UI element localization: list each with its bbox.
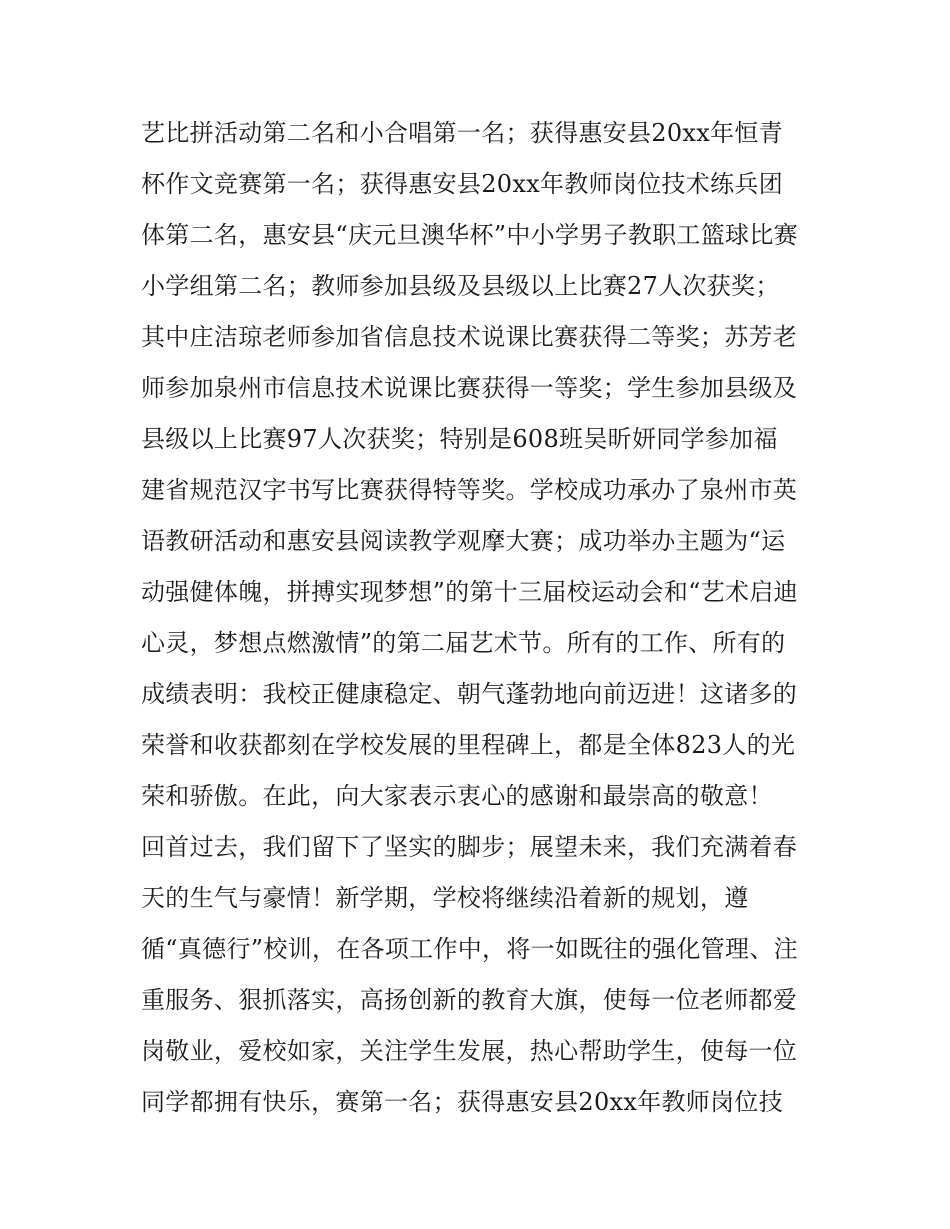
text-line: 师参加泉州市信息技术说课比赛获得一等奖；学生参加县级及: [141, 374, 798, 402]
text-line: 建省规范汉字书写比赛获得特等奖。学校成功承办了泉州市英: [141, 476, 798, 504]
text-line: 其中庄洁琼老师参加省信息技术说课比赛获得二等奖；苏芳老: [141, 323, 798, 351]
text-line: 成绩表明：我校正健康稳定、朝气蓬勃地向前迈进！这诸多的: [141, 680, 798, 708]
text-line: 心灵，梦想点燃激情”的第二届艺术节。所有的工作、所有的: [141, 629, 786, 657]
text-line: 岗敬业，爱校如家，关注学生发展，热心帮助学生，使每一位: [141, 1037, 798, 1065]
text-line: 荣誉和收获都刻在学校发展的里程碑上，都是全体823人的光: [141, 731, 796, 759]
text-line: 杯作文竞赛第一名；获得惠安县20xx年教师岗位技术练兵团: [141, 170, 784, 198]
text-line: 动强健体魄，拼搏实现梦想”的第十三届校运动会和“艺术启迪: [141, 578, 798, 606]
text-line: 小学组第二名；教师参加县级及县级以上比赛27人次获奖；: [141, 272, 780, 300]
text-line: 艺比拼活动第二名和小合唱第一名；获得惠安县20xx年恒青: [141, 119, 784, 147]
text-line: 回首过去，我们留下了坚实的脚步；展望未来，我们充满着春: [141, 833, 798, 861]
text-line: 天的生气与豪情！新学期，学校将继续沿着新的规划，遵: [141, 884, 749, 912]
text-line: 重服务、狠抓落实，高扬创新的教育大旗，使每一位老师都爱: [141, 986, 798, 1014]
text-line: 县级以上比赛97人次获奖；特别是608班吴昕妍同学参加福: [141, 425, 778, 453]
text-line: 体第二名，惠安县“庆元旦澳华杯”中小学男子教职工篮球比赛: [141, 221, 798, 249]
text-line: 荣和骄傲。在此，向大家表示衷心的感谢和最崇高的敬意！: [141, 782, 773, 810]
text-line: 语教研活动和惠安县阅读教学观摩大赛；成功举办主题为“运: [141, 527, 786, 555]
text-line: 同学都拥有快乐，赛第一名；获得惠安县20xx年教师岗位技: [141, 1088, 784, 1116]
text-line: 循“真德行”校训，在各项工作中，将一如既往的强化管理、注: [141, 935, 798, 963]
body-text: [141, 108, 821, 1128]
